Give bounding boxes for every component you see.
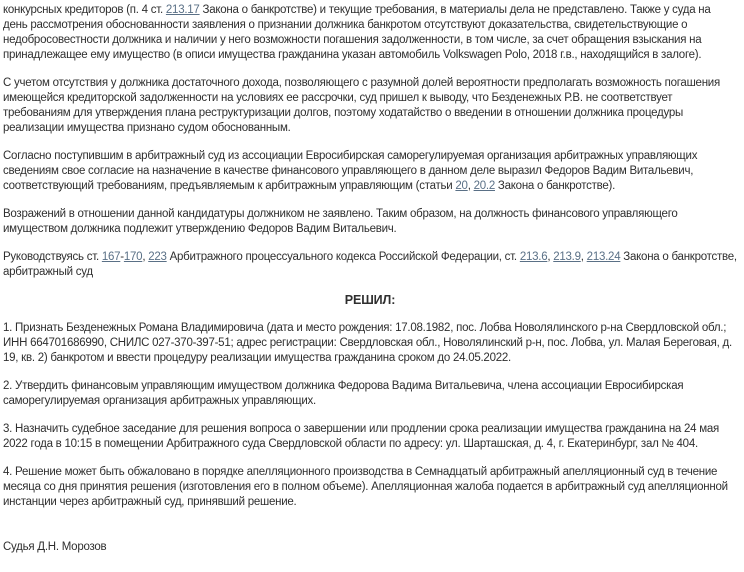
link-article-213-24[interactable]: 213.24 [586, 251, 621, 263]
text-segment: , [580, 251, 587, 263]
text-segment: Согласно поступившим в арбитражный суд из ассоциации Евросибирская саморегулируемая организация арбитражных управляющих сведениям свое согласие на назначение в качестве финансового управляющего в данном деле выразил Федоров Вадим Витальевич, соответствующий требованиям, предъявляемым к арбитражным управляющим (статьи [3, 150, 698, 192]
resolution-item-3: 3. Назначить судебное заседание для решения вопроса о завершении или продлении срока реализации имущества гражданина на 24 мая 2022 года в 10:15 в помещении Арбитражного суда Свердловской области по адресу: ул. Шарташская, д. 4, г. Екатеринбург, зал № 404. [3, 423, 720, 450]
text-segment: Руководствуясь ст. [3, 251, 102, 263]
para-insufficient-income [3, 76, 737, 136]
resolution-item-4: 4. Решение может быть обжаловано в порядке апелляционного производства в Семнадцатый арбитражный апелляционный суд в течение месяца со дня принятия решения (изготовления его в полном объеме). Апелляционная жалоба подается в арбитражный суд апелляционной инстанции через арбитражный суд, принявший решение. [3, 466, 728, 508]
text-segment: Закона о банкротстве). [494, 180, 616, 192]
text-segment: С учетом отсутствия у должника достаточного дохода, позволяющего с разумной долей вероятности предполагать возможность погашения имеющейся кредиторской задолженности на условиях ее рассрочки, суд пришел к выводу, что Безденежных Р.В. не соответствует требованиям для утверждения плана реструктуризации долгов, поэтому ходатайство о введении в отношении должника процедуры реализации имущества признано судом обоснованным. [3, 77, 720, 134]
text-segment: Возражений в отношении данной кандидатуры должником не заявлено. Таким образом, на должность финансового управляющего имуществом должника подлежит утверждению Федоров Вадим Витальевич. [3, 208, 678, 235]
text-segment: , [467, 180, 474, 192]
para-sro-candidate [3, 149, 737, 194]
link-article-213-17[interactable]: 213.17 [165, 4, 200, 16]
text-segment: - [120, 251, 124, 263]
para-no-objections [3, 207, 737, 237]
court-decision-document [3, 3, 737, 555]
link-article-213-6[interactable]: 213.6 [519, 251, 548, 263]
text-segment: Арбитражного процессуального кодекса Российской Федерации, ст. [166, 251, 520, 263]
text-segment: конкурсных кредиторов (п. 4 ст. [3, 4, 166, 16]
text-segment: , [142, 251, 149, 263]
link-article-20-2[interactable]: 20.2 [473, 180, 495, 192]
link-article-170[interactable]: 170 [123, 251, 143, 263]
link-article-213-9[interactable]: 213.9 [553, 251, 581, 263]
link-article-167[interactable]: 167 [101, 251, 121, 263]
text-segment: Закона о банкротстве, арбитражный суд [3, 251, 737, 278]
resolution-item-1: 1. Признать Безденежных Романа Владимировича (дата и место рождения: 17.08.1982, пос. Лобва Новолялинского р-на Свердловской обл.; ИНН 664701686990, СНИЛС 027-370-397-51; адрес регистрации: Свердловская обл., Новолялинский р-н, пос. Лобва, ул. Малая Береговая, д. 19, кв. 2) банкротом и ввести процедуру реализации имущества гражданина сроком до 24.05.2022. [3, 322, 732, 364]
resolution-item-2: 2. Утвердить финансовым управляющим имуществом должника Федорова Вадима Витальевича, члена ассоциации Евросибирская саморегулируемая организация арбитражных управляющих. [3, 380, 684, 407]
link-article-20[interactable]: 20 [455, 180, 468, 192]
para-legal-grounds [3, 250, 737, 280]
text-segment: Закона о банкротстве) и текущие требования, в материалы дела не представлено. Также у суда на день рассмотрения обоснованности заявления о признании должника банкротом отсутствуют доказательства, свидетельствующие о недобросовестности должника и наличии у него возможности погашения задолженности, в том числе, за счет обращения взыскания на принадлежащее ему имущество (в описи имущества гражданина указан автомобиль Volkswagen Polo, 2018 г.в., находящийся в залоге). [3, 4, 711, 61]
judge-signature: Судья Д.Н. Морозов [3, 541, 107, 553]
para-current-claims [3, 3, 737, 63]
resolution-heading: РЕШИЛ: [344, 293, 396, 307]
text-segment: , [547, 251, 554, 263]
link-article-223[interactable]: 223 [148, 251, 167, 263]
